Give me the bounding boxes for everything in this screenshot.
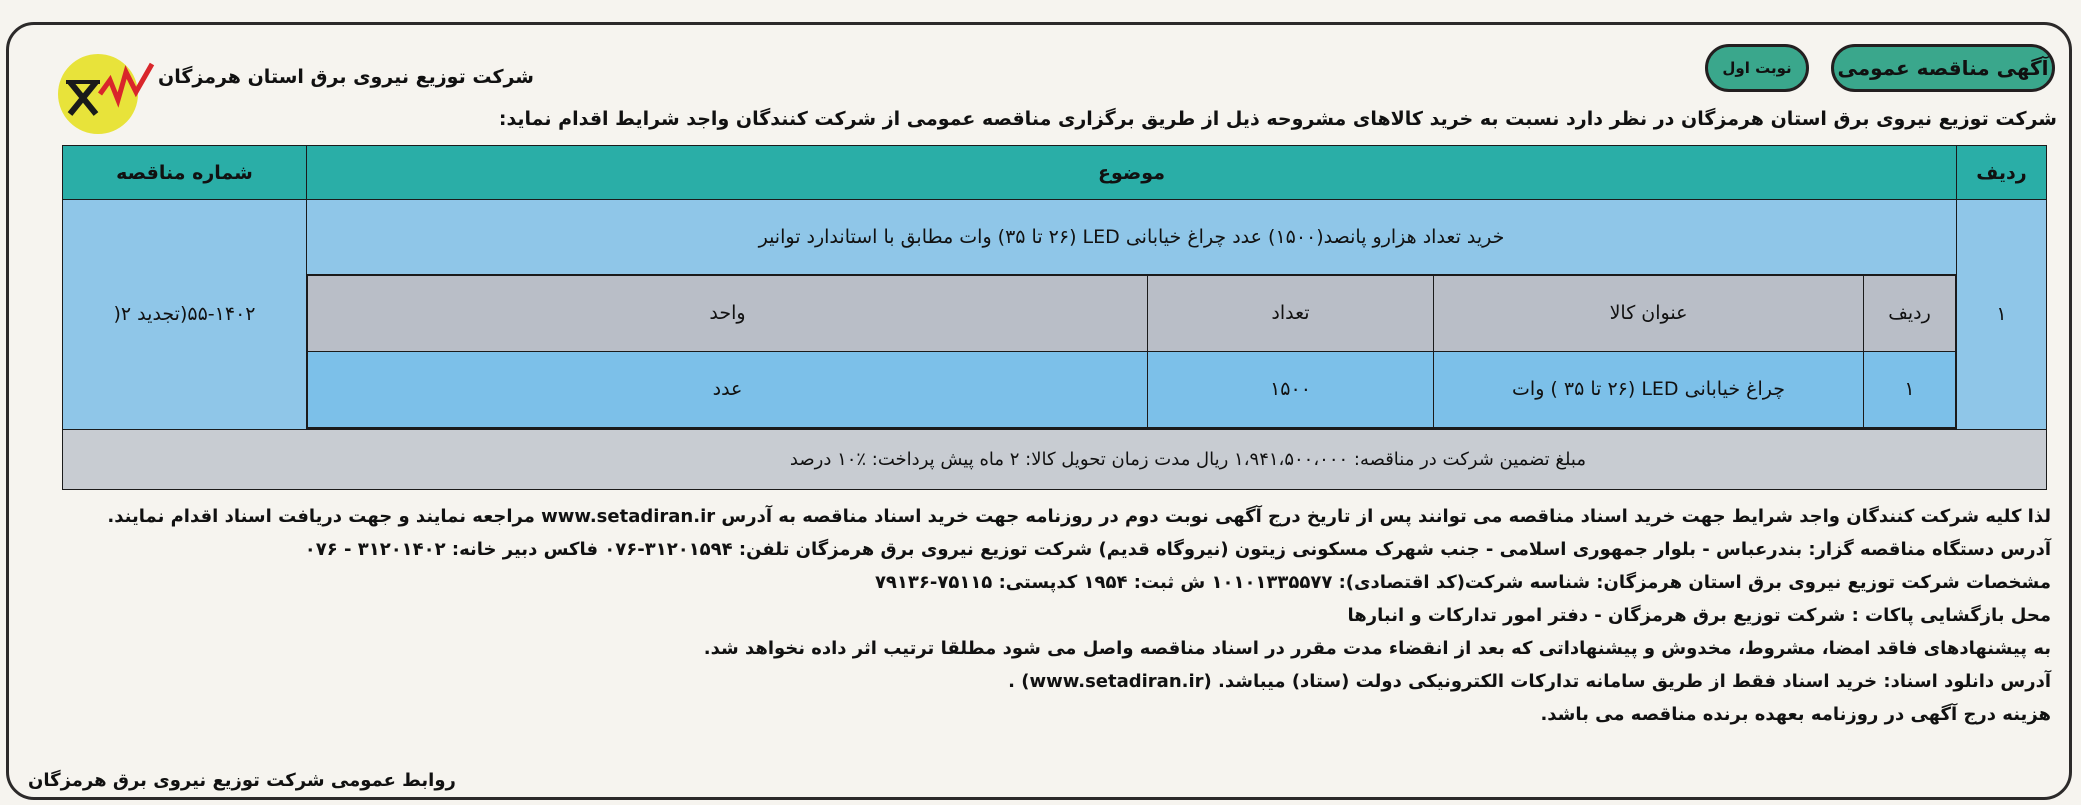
- public-relations-signature: روابط عمومی شرکت توزیع نیروی برق هرمزگان: [28, 770, 456, 791]
- notice-body: [107, 500, 2051, 731]
- row-index: ۱: [1957, 200, 2047, 430]
- items-header-unit: واحد: [308, 275, 1148, 351]
- header-row-col: ردیف: [1957, 146, 2047, 200]
- header-subject-col: موضوع: [307, 146, 1957, 200]
- intro-text: شرکت توزیع نیروی برق استان هرمزگان در نظر دارد نسبت به خرید کالاهای مشروحه ذیل از طریق برگزاری مناقصه عمومی از شرکت کنندگان واجد شرایط اقدام نماید:: [498, 108, 2057, 130]
- invalid-bids-line: به پیشنهادهای فاقد امضا، مشروط، مخدوش و پیشنهاداتی که بعد از انقضاء مدت مقرر در اسناد مناقصه واصل می شود مطلقا ترتیب اثر داده نخواهد شد.: [703, 638, 2051, 659]
- items-cell: [307, 274, 1957, 428]
- guarantee-footer: [63, 429, 2047, 489]
- ad-cost-line: هزینه درج آگهی در روزنامه بعهده برنده مناقصه می باشد.: [1540, 704, 2051, 725]
- company-name: شرکت توزیع نیروی برق استان هرمزگان: [158, 66, 534, 88]
- header-number-col: شماره مناقصه: [63, 146, 307, 200]
- items-header-qty: تعداد: [1148, 275, 1434, 351]
- address-line: آدرس دستگاه مناقصه گزار: بندرعباس - بلوار جمهوری اسلامی - جنب شهرک مسکونی زیتون (نیروگاه قدیم) شرکت توزیع نیروی برق هرمزگان تلفن: ۳۱۲۰۱۵۹۴-۰۷۶ فاکس دبیر خانه: ۳۱۲۰۱۴۰۲ - ۰۷۶: [304, 539, 2051, 560]
- tender-table: [62, 145, 2047, 490]
- guarantee-text: مبلغ تضمین شرکت در مناقصه: ۱،۹۴۱،۵۰۰،۰۰۰ ریال مدت زمان تحویل کالا: ۲ ماه پیش پرداخت: ٪۱۰ درصد: [789, 448, 1586, 470]
- tender-number: ۵۵-۱۴۰۲(تجدید ۲(: [63, 200, 307, 430]
- items-header-title: عنوان کالا: [1434, 275, 1864, 351]
- public-tender-badge: آگهی مناقصه عمومی: [1831, 44, 2055, 92]
- power-company-logo-icon: [48, 52, 156, 136]
- subject-text: خرید تعداد هزارو پانصد(۱۵۰۰) عدد چراغ خیابانی LED (۲۶ تا ۳۵) وات مطابق با استاندارد توانیر: [307, 200, 1957, 275]
- item-qty: ۱۵۰۰: [1148, 351, 1434, 427]
- items-header-index: ردیف: [1864, 275, 1956, 351]
- round-badge: نوبت اول: [1705, 44, 1809, 92]
- documents-line: لذا کلیه شرکت کنندگان واجد شرایط جهت خرید اسناد مناقصه می توانند پس از تاریخ درج آگهی نوبت دوم در روزنامه جهت خرید اسناد مناقصه به آدرس www.setadiran.ir مراجعه نمایند و جهت دریافت اسناد اقدام نمایند.: [107, 506, 2051, 527]
- download-line: آدرس دانلود اسناد: خرید اسناد فقط از طریق سامانه تدارکات الکترونیکی دولت (ستاد) میباشد. (www.setadiran.ir) .: [1008, 671, 2051, 692]
- item-unit: عدد: [308, 351, 1148, 427]
- company-info-line: مشخصات شرکت توزیع نیروی برق استان هرمزگان: شناسه شرکت(کد اقتصادی): ۱۰۱۰۱۳۳۵۵۷۷ ش ثبت: ۱۹۵۴ کدپستی: ۷۵۱۱۵-۷۹۱۳۶: [874, 572, 2051, 593]
- opening-place-line: محل بازگشایی پاکات : شرکت توزیع برق هرمزگان - دفتر امور تدارکات و انبارها: [1347, 605, 2051, 626]
- item-index: ۱: [1864, 351, 1956, 427]
- items-table: [307, 275, 1956, 428]
- item-title: چراغ خیابانی LED (۲۶ تا ۳۵ ) وات: [1434, 351, 1864, 427]
